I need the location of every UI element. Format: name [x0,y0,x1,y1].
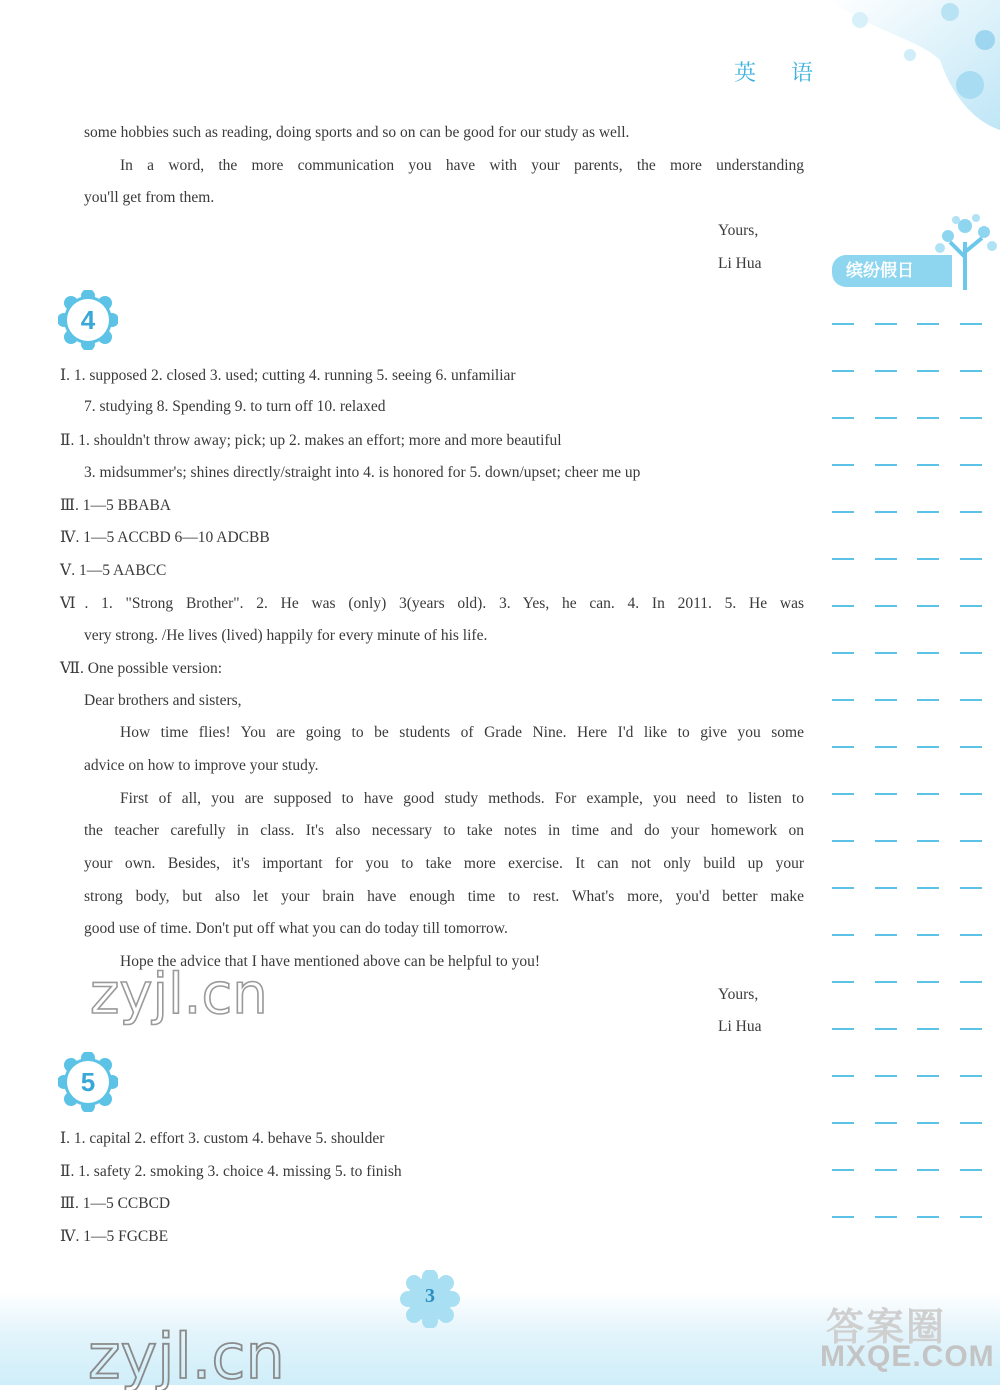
letter-signature: Li Hua [718,1018,762,1035]
site-logo-cn: 答案圈 [826,1305,947,1349]
note-dash [832,605,854,607]
note-dash [960,417,982,419]
s4-VI-line-b: very strong. /He lives (lived) happily for every minute of his life. [84,627,488,644]
intro-line-2: In a word, the more communication you have with your parents, the more understanding [120,157,804,174]
note-dash [917,652,939,654]
notes-row [832,770,982,817]
note-dash [875,370,897,372]
notes-row [832,911,982,958]
note-dash [832,323,854,325]
notes-row [832,535,982,582]
note-dash [875,1216,897,1218]
note-dash [832,652,854,654]
note-dash [917,605,939,607]
note-dash [875,1028,897,1030]
note-dash [875,558,897,560]
note-dash [960,1169,982,1171]
letter-p2-b: the teacher carefully in class. It's also necessary to take notes in time and do your homework on [84,822,804,839]
note-dash [832,1216,854,1218]
note-dash [875,323,897,325]
letter-p1-a: How time flies! You are going to be students of Grade Nine. Here I'd like to give you some [120,724,804,741]
note-dash [917,840,939,842]
corner-decoration [800,0,1000,130]
intro-line-1: some hobbies such as reading, doing sports and so on can be good for our study as well. [84,124,630,141]
letter-p2-d: strong body, but also let your brain have enough time to rest. What's more, you'd better make [84,888,804,905]
note-dash [917,370,939,372]
notes-row [832,441,982,488]
s5-II-line: Ⅱ. 1. safety 2. smoking 3. choice 4. missing 5. to finish [60,1163,402,1180]
note-dash [917,887,939,889]
notes-row [832,1052,982,1099]
note-dash [917,699,939,701]
note-dash [875,840,897,842]
notes-row [832,1193,982,1240]
note-dash [832,1028,854,1030]
section-4-badge [58,290,118,350]
note-dash [960,887,982,889]
note-dash [875,417,897,419]
note-dash [832,793,854,795]
note-dash [832,464,854,466]
section-5-badge [58,1052,118,1112]
s4-VII-line: Ⅶ. One possible version: [60,660,223,677]
note-dash [832,746,854,748]
notes-row [832,300,982,347]
zyjl-watermark-bottom [88,1320,318,1390]
note-dash [875,793,897,795]
notes-row [832,1146,982,1193]
note-dash [917,558,939,560]
letter-p3: Hope the advice that I have mentioned above can be helpful to you! [120,953,541,970]
note-dash [832,1169,854,1171]
note-dash [960,981,982,983]
note-dash [832,417,854,419]
letter-p2-a: First of all, you are supposed to have good study methods. For example, you need to listen to [120,790,804,807]
note-dash [960,1075,982,1077]
page-number: 3 [425,1285,435,1307]
note-dash [960,699,982,701]
note-dash [960,464,982,466]
letter-p1-b: advice on how to improve your study. [84,757,319,774]
notes-row [832,817,982,864]
note-dash [917,793,939,795]
note-dash [875,464,897,466]
note-dash [917,464,939,466]
s4-I-line-a: Ⅰ. 1. supposed 2. closed 3. used; cutting 4. running 5. seeing 6. unfamiliar [60,367,516,384]
note-dash [832,934,854,936]
note-dash [832,370,854,372]
s4-VI-line-a: Ⅵ. 1. "Strong Brother". 2. He was (only) 3(years old). 3. Yes, he can. 4. In 2011. 5. He was [60,595,804,612]
note-dash [832,1075,854,1077]
notes-row [832,676,982,723]
note-dash [917,981,939,983]
note-dash [832,1122,854,1124]
note-dash [960,1122,982,1124]
note-dash [832,887,854,889]
note-dash [832,981,854,983]
intro-line-3: you'll get from them. [84,189,215,206]
note-dash [875,887,897,889]
letter-p2-c: your own. Besides, it's important for you to take more exercise. It can not only build up your [84,855,804,872]
note-dash [917,934,939,936]
note-dash [917,746,939,748]
note-dash [960,370,982,372]
note-dash [832,840,854,842]
notes-row [832,1099,982,1146]
s4-I-line-b: 7. studying 8. Spending 9. to turn off 10. relaxed [84,398,386,415]
note-dash [960,652,982,654]
note-dash [960,558,982,560]
s5-III-line: Ⅲ. 1—5 CCBCD [60,1195,171,1212]
note-dash [960,605,982,607]
note-dash [875,934,897,936]
svg-text:zyjl.cn: zyjl.cn [88,1320,285,1390]
note-dash [917,511,939,513]
section-4-number: 4 [80,305,96,335]
note-dash [832,699,854,701]
note-dash [917,1216,939,1218]
intro-closing: Yours, [718,222,759,239]
letter-closing: Yours, [718,986,759,1003]
note-dash [917,417,939,419]
notes-row [832,1005,982,1052]
note-dash [832,511,854,513]
notes-row [832,347,982,394]
note-dash [875,605,897,607]
note-dash [875,1075,897,1077]
s4-V-line: Ⅴ. 1—5 AABCC [60,562,167,579]
svg-text:zyjl.cn: zyjl.cn [90,962,268,1027]
note-dash [917,1122,939,1124]
note-dash [917,1169,939,1171]
note-dash [875,652,897,654]
section-5-number: 5 [80,1067,96,1097]
notes-title: 缤纷假日 [832,255,952,287]
notes-row [832,394,982,441]
note-dash [960,1028,982,1030]
note-dash [960,793,982,795]
note-dash [960,511,982,513]
letter-greeting: Dear brothers and sisters, [84,692,242,709]
note-dash [917,1075,939,1077]
notes-row [832,488,982,535]
s4-III-line: Ⅲ. 1—5 BBABA [60,497,171,514]
s5-IV-line: Ⅳ. 1—5 FGCBE [60,1228,169,1245]
s4-II-line-a: Ⅱ. 1. shouldn't throw away; pick; up 2. makes an effort; more and more beautiful [60,432,562,449]
notes-row [832,582,982,629]
note-dash [960,840,982,842]
note-dash [832,558,854,560]
note-dash [960,746,982,748]
note-dash [960,1216,982,1218]
note-dash [875,699,897,701]
notes-row [832,958,982,1005]
note-dash [960,934,982,936]
note-dash [875,746,897,748]
letter-p2-e: good use of time. Don't put off what you can do today till tomorrow. [84,920,508,937]
note-dash [917,1028,939,1030]
notes-row [832,864,982,911]
zyjl-watermark-top [90,958,290,1038]
note-dash [875,1122,897,1124]
s4-IV-line: Ⅳ. 1—5 ACCBD 6—10 ADCBB [60,529,270,546]
notes-row [832,629,982,676]
s5-I-line: Ⅰ. 1. capital 2. effort 3. custom 4. behave 5. shoulder [60,1130,385,1147]
site-logo-text: MXQE.COM [820,1340,995,1373]
intro-signature: Li Hua [718,255,762,272]
note-dash [917,323,939,325]
notes-row [832,723,982,770]
note-dash [960,323,982,325]
note-dash [875,511,897,513]
subject-title: 英 语 [734,61,827,86]
note-dash [875,1169,897,1171]
notes-dash-rows [832,300,982,1240]
note-dash [875,981,897,983]
s4-II-line-b: 3. midsummer's; shines directly/straight into 4. is honored for 5. down/upset; cheer me up [84,464,641,481]
